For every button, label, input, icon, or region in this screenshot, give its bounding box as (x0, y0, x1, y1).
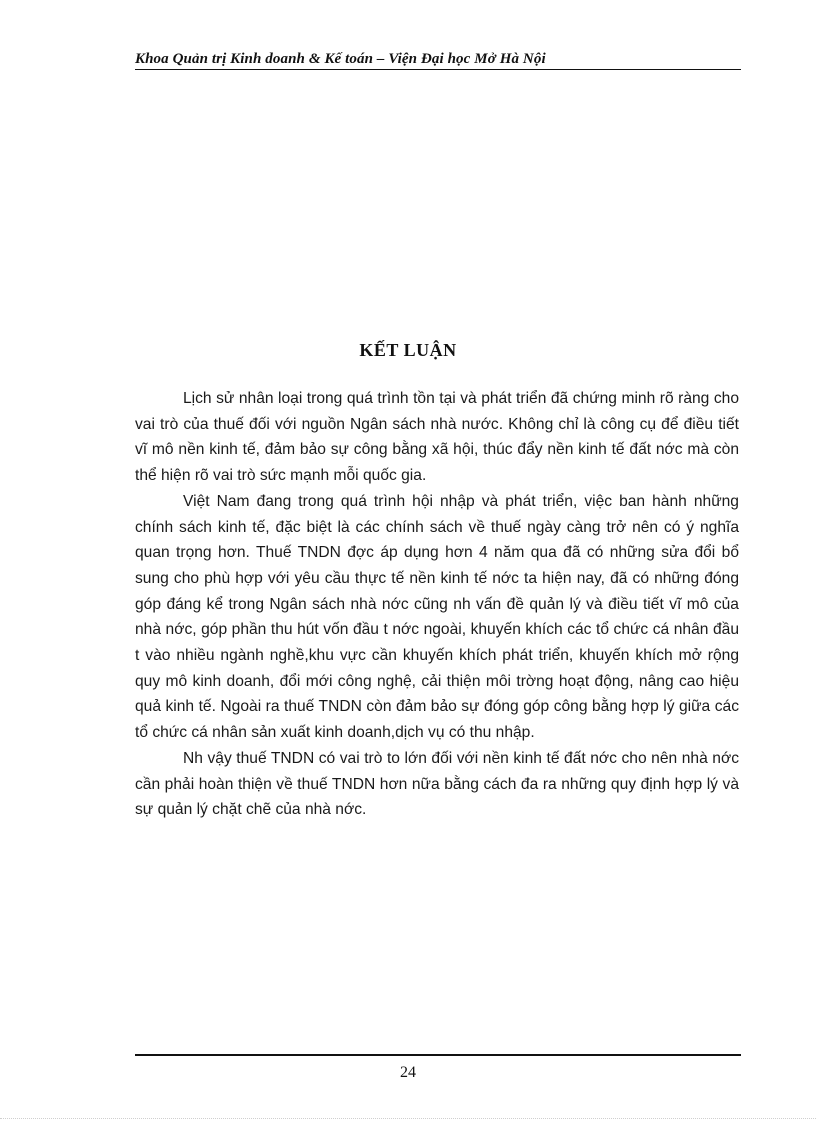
footer-divider (135, 1054, 741, 1056)
page-header (135, 49, 741, 70)
page-bottom-border (0, 1118, 816, 1119)
paragraph: Nh vậy thuế TNDN có vai trò to lớn đối với nền kinh tế đất nớc cho nên nhà nớc cần phải hoàn thiện về thuế TNDN hơn nữa bằng cách đa ra những quy định hợp lý và sự quản lý chặt chẽ của nhà nớc. (135, 749, 739, 819)
header-text: Khoa Quản trị Kinh doanh & Kế toán – Viện Đại học Mở Hà Nội (135, 51, 546, 67)
page-title: KẾT LUẬN (359, 340, 457, 360)
paragraph: Việt Nam đang trong quá trình hội nhập và phát triển, việc ban hành những chính sách kinh tế, đặc biệt là các chính sách về thuế ngày càng trở nên có ý nghĩa quan trọng hơn. Thuế TNDN đợc áp dụng hơn 4 năm qua đã có những sửa đổi bổ sung cho phù hợp với yêu cầu thực tế nền kinh tế nớc ta hiện nay, đã có những đóng góp đáng kể trong Ngân sách nhà nớc cũng nh vấn đề quản lý và điều tiết vĩ mô của nhà nớc, góp phần thu hút vốn đầu t nớc ngoài, khuyến khích các tổ chức cá nhân đầu t vào nhiều ngành nghề,khu vực cần khuyến khích phát triển, khuyến khích mở rộng quy mô kinh doanh, đổi mới công nghệ, cải thiện môi trờng hoạt động, nâng cao hiệu quả kinh tế. Ngoài ra thuế TNDN còn đảm bảo sự đóng góp công bằng hợp lý giữa các tổ chức cá nhân sản xuất kinh doanh,dịch vụ có thu nhập. (135, 492, 739, 742)
paragraph: Lịch sử nhân loại trong quá trình tồn tại và phát triển đã chứng minh rõ ràng cho vai trò của thuế đối với nguồn Ngân sách nhà nước. Không chỉ là công cụ để điều tiết vĩ mô nền kinh tế, đảm bảo sự công bằng xã hội, thúc đẩy nền kinh tế đất nớc mà còn thể hiện rõ vai trò sức mạnh mỗi quốc gia. (135, 390, 739, 485)
document-body (135, 386, 739, 823)
page-number: 24 (400, 1064, 416, 1081)
